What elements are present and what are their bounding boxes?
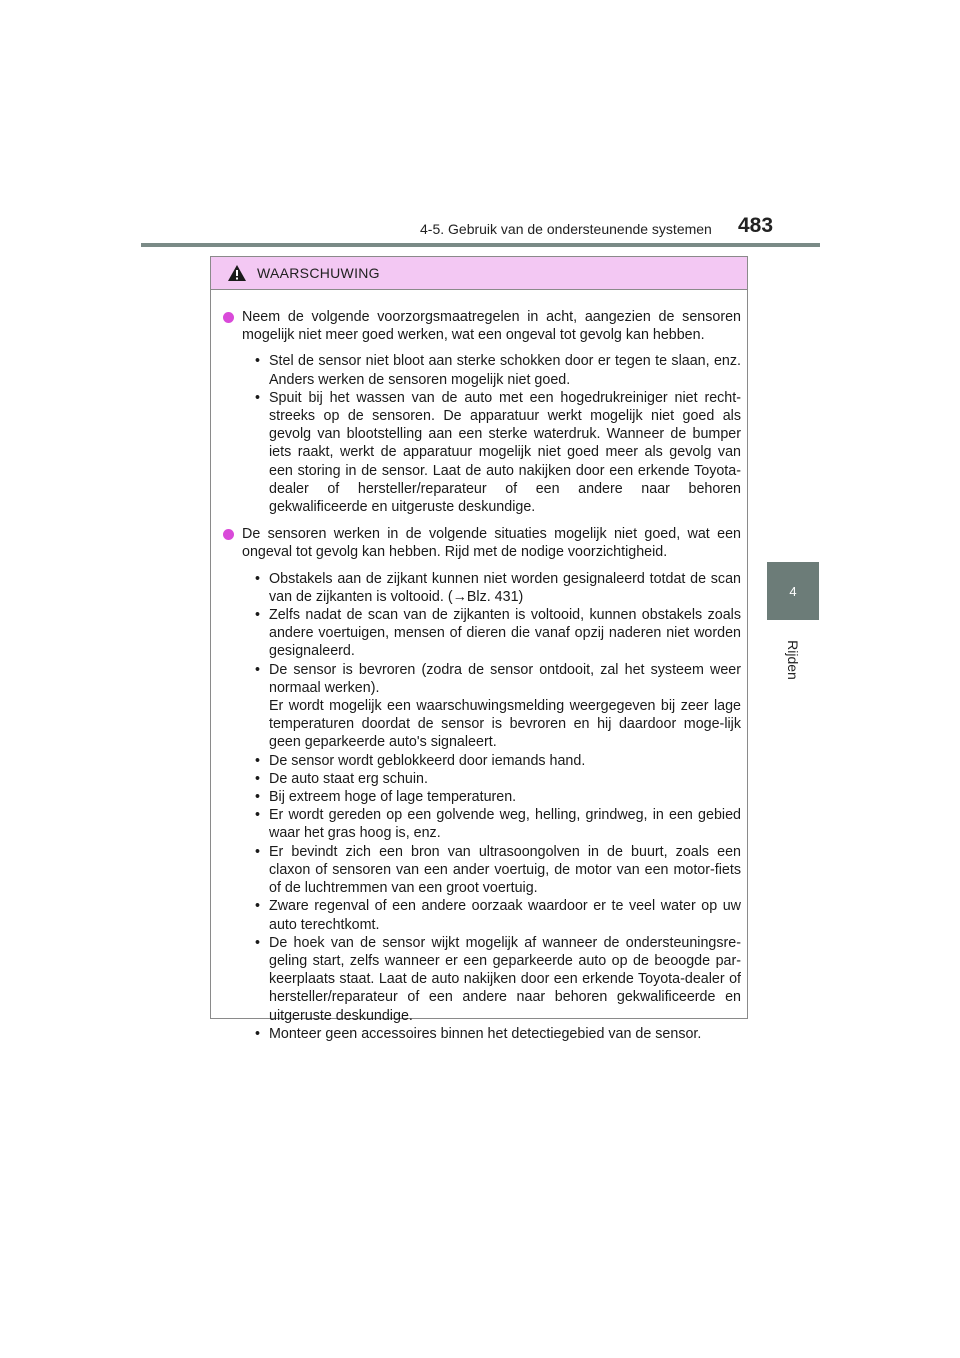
page-number: 483 (738, 214, 774, 237)
list-item-text: Er bevindt zich een bron van ultrasoongolven in de buurt, zoals een claxon of sensoren van een ander voertuig, de motor van een motor-fiets of de luchtremmen van een groot voertuig. (269, 843, 741, 897)
list-item (223, 934, 741, 1025)
chapter-number: 4 (789, 583, 797, 599)
chapter-tab (767, 562, 819, 620)
header-divider (141, 243, 820, 247)
list-item (223, 788, 741, 806)
warning-item-text: Neem de volgende voorzorgsmaatregelen in acht, aangezien de sensoren mogelijk niet meer goed werken, wat een ongeval tot gevolg kan hebben. (242, 309, 741, 344)
list-item-text: Obstakels aan de zijkant kunnen niet worden gesignaleerd totdat de scan van de zijkanten is voltooid. (→Blz. 431) (269, 570, 741, 605)
warning-header (211, 257, 747, 290)
list-item (223, 389, 741, 516)
list-item (223, 843, 741, 898)
list-item-text: De sensor wordt geblokkeerd door iemands hand. (269, 752, 586, 769)
bullet-dot-icon (223, 529, 234, 540)
list-item (223, 661, 741, 752)
chapter-label (771, 638, 815, 682)
bullet-icon: • (255, 1025, 261, 1042)
list-item (223, 752, 741, 770)
warning-triangle-icon (227, 264, 247, 282)
bullet-icon: • (255, 934, 261, 951)
list-item-extra-text: Er wordt mogelijk een waarschuwingsmelding weergegeven bij zeer lage temperaturen doordat de sensor is bevroren en hij daardoor moge-lijk geen geparkeerde auto's signaleert. (269, 698, 741, 751)
bullet-dot-icon (223, 312, 234, 323)
list-item-text: Bij extreem hoge of lage temperaturen. (269, 789, 517, 806)
list-item (223, 770, 741, 788)
list-item (223, 1025, 741, 1043)
warning-item (223, 525, 741, 561)
warning-body (211, 290, 747, 1043)
list-item-text: Zware regenval of een andere oorzaak waardoor er te veel water op uw auto terechtkomt. (269, 898, 741, 933)
warning-box (210, 256, 748, 1042)
warning-sub-list (223, 570, 741, 1043)
list-item-text: De sensor is bevroren (zodra de sensor ontdooit, zal het systeem weer normaal werken). (269, 661, 741, 696)
list-item (223, 570, 741, 606)
bullet-icon: • (255, 898, 261, 915)
warning-sub-list (223, 352, 741, 516)
bullet-icon: • (255, 843, 261, 860)
list-item-text: De auto staat erg schuin. (269, 770, 428, 787)
bullet-icon: • (255, 752, 261, 769)
bullet-icon: • (255, 353, 261, 370)
warning-title: WAARSCHUWING (257, 265, 380, 281)
list-item (223, 352, 741, 388)
bullet-icon: • (255, 389, 261, 406)
warning-item (223, 308, 741, 344)
bullet-icon: • (255, 770, 261, 787)
list-item-text: Zelfs nadat de scan van de zijkanten is voltooid, kunnen obstakels zoals andere voertuigen, mensen of dieren die vanaf opzij naderen niet worden gesignaleerd. (269, 607, 741, 660)
list-item-text: De hoek van de sensor wijkt mogelijk af wanneer de ondersteuningsre-geling start, zelfs wanneer er een geparkeerde auto op de beoogde par-keerplaats staat. Laat de auto nakijken door een erkende Toyota-dealer of hersteller/reparateur of een andere naar behoren gekwalificeerde en uitgeruste deskundige. (269, 934, 741, 1024)
list-item (223, 806, 741, 842)
list-item-text: Er wordt gereden op een golvende weg, helling, grindweg, in een gebied waar het gras hoog is, enz. (269, 807, 741, 842)
chapter-label-text: Rijden (784, 640, 801, 680)
warning-item-text: De sensoren werken in de volgende situaties mogelijk niet goed, wat een ongeval tot gevolg kan hebben. Rijd met de nodige voorzichtigheid. (242, 526, 741, 561)
bullet-icon: • (255, 570, 261, 587)
list-item-text: Monteer geen accessoires binnen het detectiegebied van de sensor. (269, 1025, 702, 1042)
bullet-icon: • (255, 807, 261, 824)
bullet-icon: • (255, 789, 261, 806)
section-title: 4-5. Gebruik van de ondersteunende systemen (420, 221, 712, 237)
bullet-icon: • (255, 661, 261, 678)
bullet-icon: • (255, 607, 261, 624)
list-item-text: Stel de sensor niet bloot aan sterke schokken door er tegen te slaan, enz. Anders werken de sensoren mogelijk niet goed. (269, 353, 741, 388)
list-item (223, 606, 741, 661)
list-item (223, 897, 741, 933)
list-item-text: Spuit bij het wassen van de auto met een hogedrukreiniger niet recht-streeks op de sensoren. De apparatuur werkt mogelijk niet goed als gevolg van blootstelling aan een sterke waterdruk. Wanneer de bumper iets raakt, werkt de apparatuur mogelijk niet goed meer als gevolg van een storing in de sensor. Laat de auto nakijken door een erkende Toyota-dealer of hersteller/reparateur of een andere naar behoren gekwalificeerde en uitgeruste deskundige. (269, 389, 741, 516)
